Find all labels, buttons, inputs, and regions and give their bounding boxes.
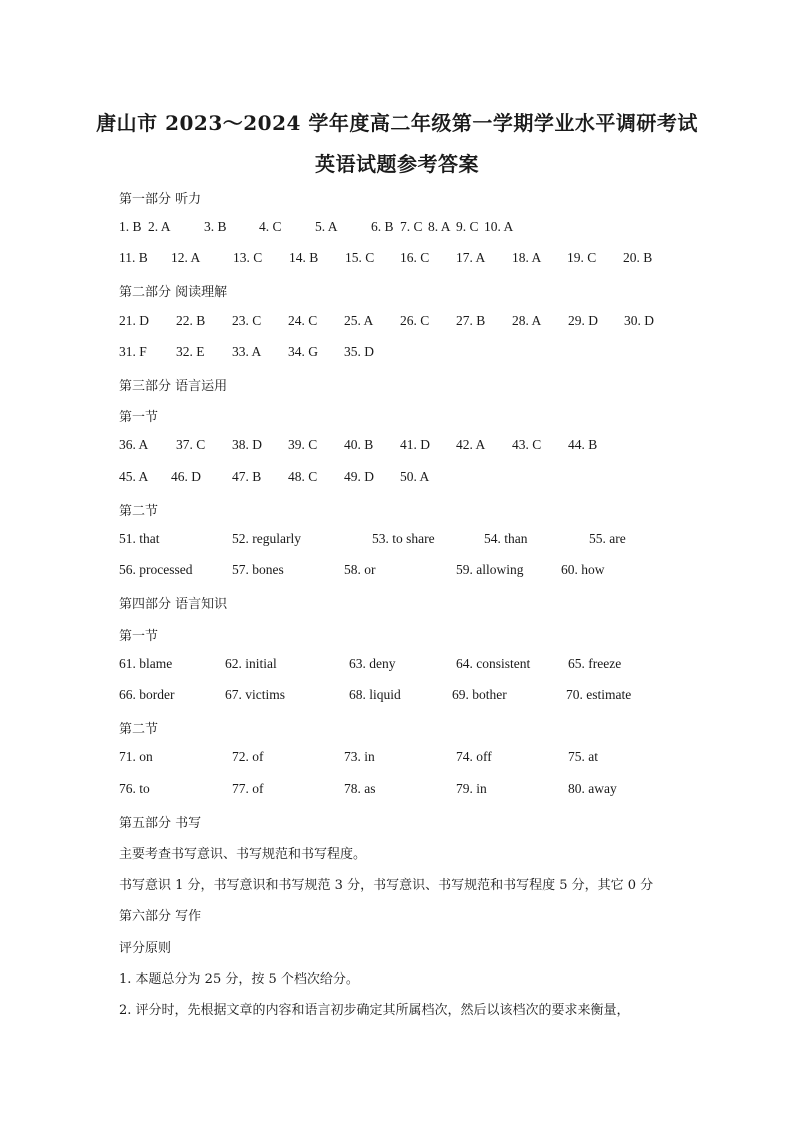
answer-item: 8. A	[428, 219, 451, 234]
answer-item: 52. regularly	[232, 531, 301, 546]
answer-item: 19. C	[567, 250, 597, 265]
answer-item: 73. in	[344, 749, 375, 764]
answer-item: 66. border	[119, 687, 175, 702]
answer-item: 58. or	[344, 562, 376, 577]
part3-s1-row2	[0, 469, 794, 485]
answer-item: 48. C	[288, 469, 318, 484]
answer-item: 45. A	[119, 469, 149, 484]
answer-item: 70. estimate	[566, 687, 632, 702]
answer-item: 61. blame	[119, 656, 173, 671]
answer-item: 75. at	[568, 749, 598, 764]
answer-item: 64. consistent	[456, 656, 531, 671]
answer-item: 63. deny	[349, 656, 396, 671]
answer-item: 38. D	[232, 437, 262, 452]
part3-heading: 第三部分 语言运用	[119, 379, 228, 394]
answer-item: 49. D	[344, 469, 374, 484]
answer-item: 60. how	[561, 562, 605, 577]
answer-item: 69. bother	[452, 687, 507, 702]
answer-item: 43. C	[512, 437, 542, 452]
answer-item: 62. initial	[225, 656, 277, 671]
part5-heading: 第五部分 书写	[119, 816, 202, 831]
answer-item: 33. A	[232, 344, 262, 359]
part1-heading: 第一部分 听力	[119, 192, 202, 207]
answer-item: 26. C	[400, 313, 430, 328]
part4-section1-heading: 第一节	[119, 629, 159, 644]
answer-item: 25. A	[344, 313, 374, 328]
answer-item: 47. B	[232, 469, 262, 484]
answer-item: 22. B	[176, 313, 206, 328]
answer-item: 78. as	[344, 781, 376, 796]
part5-description: 主要考查书写意识、书写规范和书写程度。	[119, 847, 367, 862]
answer-item: 14. B	[289, 250, 319, 265]
answer-item: 59. allowing	[456, 562, 524, 577]
answer-item: 2. A	[148, 219, 171, 234]
answer-item: 17. A	[456, 250, 486, 265]
part6-item1: 1. 本题总分为 25 分，按 5 个档次给分。	[119, 972, 359, 987]
answer-item: 74. off	[456, 749, 492, 764]
part6-subheading: 评分原则	[119, 941, 172, 956]
part4-s2-row1	[0, 749, 794, 765]
part1-row2	[0, 250, 794, 266]
answer-item: 80. away	[568, 781, 617, 796]
answer-item: 1. B	[119, 219, 142, 234]
part4-s1-row1	[0, 656, 794, 672]
part2-row2	[0, 344, 794, 360]
answer-item: 35. D	[344, 344, 374, 359]
answer-item: 51. that	[119, 531, 160, 546]
answer-item: 30. D	[624, 313, 654, 328]
answer-item: 23. C	[232, 313, 262, 328]
answer-item: 3. B	[204, 219, 227, 234]
answer-item: 36. A	[119, 437, 149, 452]
answer-item: 54. than	[484, 531, 528, 546]
answer-item: 67. victims	[225, 687, 285, 702]
part6-heading: 第六部分 写作	[119, 909, 202, 924]
answer-item: 20. B	[623, 250, 653, 265]
answer-item: 9. C	[456, 219, 479, 234]
answer-item: 55. are	[589, 531, 626, 546]
answer-item: 46. D	[171, 469, 201, 484]
answer-item: 13. C	[233, 250, 263, 265]
answer-item: 21. D	[119, 313, 149, 328]
answer-item: 39. C	[288, 437, 318, 452]
answer-item: 65. freeze	[568, 656, 622, 671]
answer-item: 56. processed	[119, 562, 193, 577]
answer-item: 50. A	[400, 469, 430, 484]
part3-s1-row1	[0, 437, 794, 453]
answer-item: 24. C	[288, 313, 318, 328]
answer-item: 57. bones	[232, 562, 284, 577]
answer-item: 40. B	[344, 437, 374, 452]
answer-item: 16. C	[400, 250, 430, 265]
part4-s2-row2	[0, 781, 794, 797]
answer-item: 10. A	[484, 219, 514, 234]
answer-item: 11. B	[119, 250, 148, 265]
answer-item: 29. D	[568, 313, 598, 328]
answer-item: 68. liquid	[349, 687, 401, 702]
answer-item: 12. A	[171, 250, 201, 265]
part2-row1	[0, 313, 794, 329]
answer-item: 41. D	[400, 437, 430, 452]
part2-heading: 第二部分 阅读理解	[119, 285, 228, 300]
answer-item: 42. A	[456, 437, 486, 452]
answer-item: 5. A	[315, 219, 338, 234]
answer-item: 6. B	[371, 219, 394, 234]
answer-item: 76. to	[119, 781, 150, 796]
part3-s2-row2	[0, 562, 794, 578]
answer-item: 7. C	[400, 219, 423, 234]
part3-section1-heading: 第一节	[119, 410, 159, 425]
part3-section2-heading: 第二节	[119, 504, 159, 519]
part4-section2-heading: 第二节	[119, 722, 159, 737]
answer-item: 15. C	[345, 250, 375, 265]
part5-scoring: 书写意识 1 分，书写意识和书写规范 3 分，书写意识、书写规范和书写程度 5 分，其它 0 分	[119, 878, 654, 893]
document-title: 唐山市 2023～2024 学年度高二年级第一学期学业水平调研考试	[96, 111, 698, 135]
answer-item: 32. E	[176, 344, 205, 359]
part4-heading: 第四部分 语言知识	[119, 597, 228, 612]
part1-row1	[0, 219, 794, 235]
document-subtitle: 英语试题参考答案	[315, 152, 479, 176]
answer-item: 34. G	[288, 344, 318, 359]
answer-item: 18. A	[512, 250, 542, 265]
answer-item: 4. C	[259, 219, 282, 234]
answer-item: 77. of	[232, 781, 264, 796]
answer-item: 72. of	[232, 749, 264, 764]
part4-s1-row2	[0, 687, 794, 703]
answer-item: 71. on	[119, 749, 153, 764]
answer-item: 27. B	[456, 313, 486, 328]
answer-item: 37. C	[176, 437, 206, 452]
answer-item: 28. A	[512, 313, 542, 328]
answer-item: 31. F	[119, 344, 147, 359]
answer-item: 79. in	[456, 781, 487, 796]
answer-item: 44. B	[568, 437, 598, 452]
part3-s2-row1	[0, 531, 794, 547]
part6-item2: 2. 评分时，先根据文章的内容和语言初步确定其所属档次，然后以该档次的要求来衡量，	[119, 1003, 630, 1018]
answer-item: 53. to share	[372, 531, 435, 546]
